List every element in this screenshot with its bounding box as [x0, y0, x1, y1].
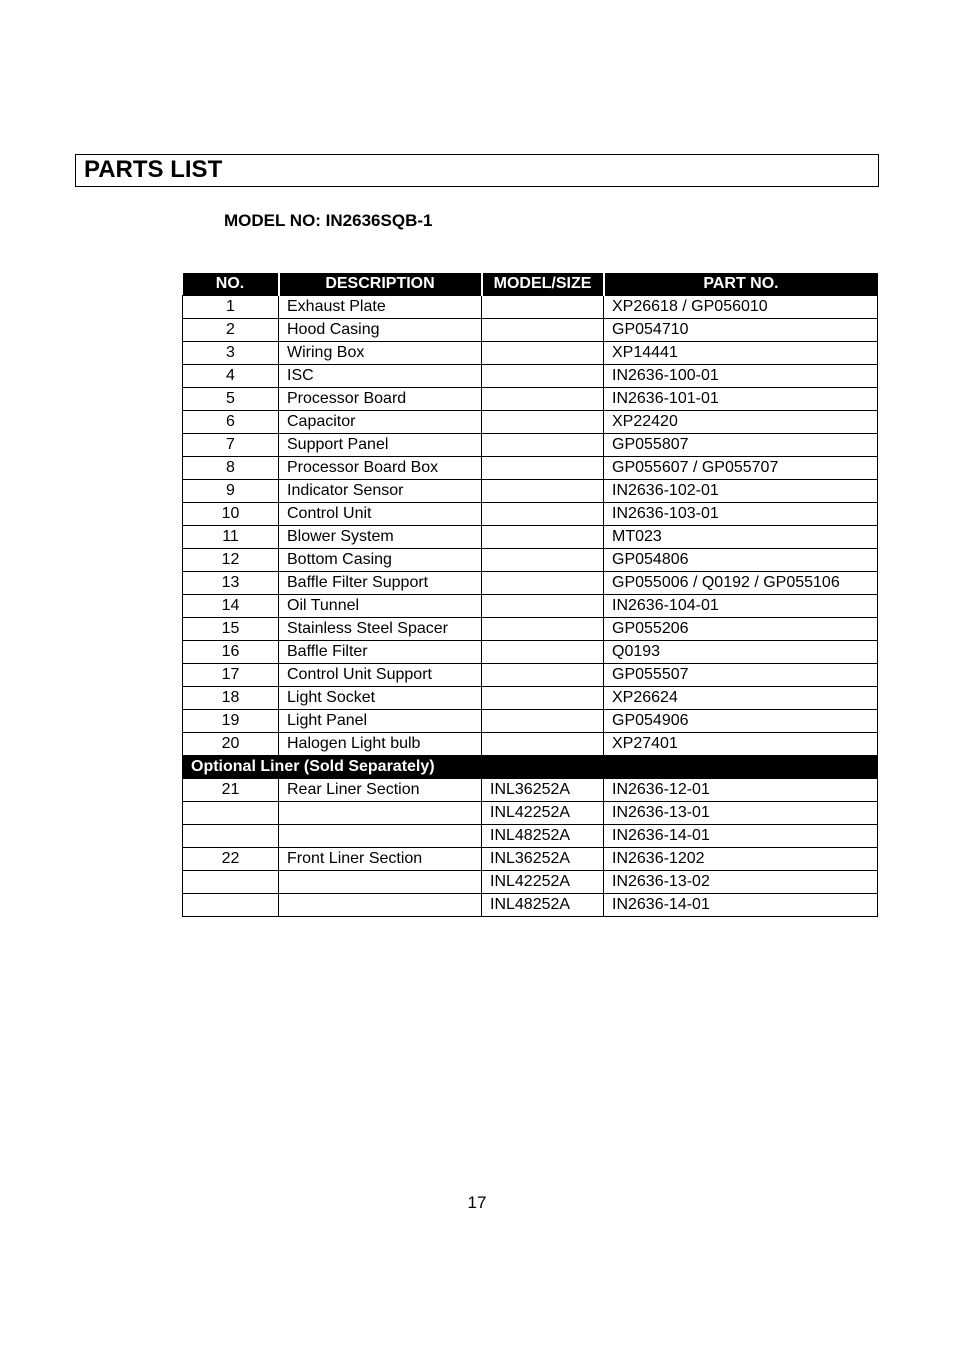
cell-part-no: IN2636-101-01	[604, 388, 878, 411]
cell-part-no: GP055607 / GP055707	[604, 457, 878, 480]
model-number: MODEL NO: IN2636SQB-1	[224, 211, 433, 230]
cell-part-no: XP26624	[604, 687, 878, 710]
table-row	[183, 894, 878, 917]
parts-table	[182, 273, 878, 917]
cell-part-no: IN2636-102-01	[604, 480, 878, 503]
cell-no: 9	[183, 480, 279, 503]
cell-model-size	[482, 733, 604, 756]
cell-description: Wiring Box	[279, 342, 482, 365]
table-row	[183, 480, 878, 503]
cell-no: 3	[183, 342, 279, 365]
table-row	[183, 572, 878, 595]
table-row	[183, 641, 878, 664]
table-row	[183, 526, 878, 549]
cell-no: 11	[183, 526, 279, 549]
cell-model-size: INL42252A	[482, 802, 604, 825]
cell-model-size	[482, 664, 604, 687]
table-row	[183, 733, 878, 756]
cell-model-size: INL42252A	[482, 871, 604, 894]
cell-model-size	[482, 572, 604, 595]
cell-description: Control Unit Support	[279, 664, 482, 687]
cell-model-size	[482, 526, 604, 549]
table-row	[183, 871, 878, 894]
cell-description: Blower System	[279, 526, 482, 549]
cell-no: 21	[183, 779, 279, 802]
cell-part-no: IN2636-103-01	[604, 503, 878, 526]
cell-description: Light Panel	[279, 710, 482, 733]
cell-description: Baffle Filter	[279, 641, 482, 664]
table-row	[183, 549, 878, 572]
cell-no: 22	[183, 848, 279, 871]
cell-part-no: GP054806	[604, 549, 878, 572]
cell-description: Halogen Light bulb	[279, 733, 482, 756]
cell-no: 16	[183, 641, 279, 664]
cell-description	[279, 871, 482, 894]
cell-model-size	[482, 411, 604, 434]
header-part-no: PART NO.	[604, 273, 878, 296]
cell-model-size	[482, 365, 604, 388]
cell-description: Bottom Casing	[279, 549, 482, 572]
table-row	[183, 434, 878, 457]
cell-description: Light Socket	[279, 687, 482, 710]
cell-model-size	[482, 342, 604, 365]
cell-part-no: GP054906	[604, 710, 878, 733]
cell-part-no: IN2636-13-01	[604, 802, 878, 825]
cell-part-no: IN2636-12-01	[604, 779, 878, 802]
cell-model-size: INL36252A	[482, 779, 604, 802]
table-row	[183, 388, 878, 411]
cell-part-no: IN2636-14-01	[604, 894, 878, 917]
table-row	[183, 687, 878, 710]
cell-description: Capacitor	[279, 411, 482, 434]
table-row	[183, 710, 878, 733]
cell-description: Rear Liner Section	[279, 779, 482, 802]
table-row	[183, 365, 878, 388]
header-no: NO.	[183, 273, 279, 296]
cell-no	[183, 871, 279, 894]
cell-model-size	[482, 710, 604, 733]
cell-no	[183, 894, 279, 917]
table-row	[183, 595, 878, 618]
cell-no: 20	[183, 733, 279, 756]
cell-model-size	[482, 434, 604, 457]
cell-no: 15	[183, 618, 279, 641]
cell-model-size	[482, 618, 604, 641]
cell-description: Exhaust Plate	[279, 296, 482, 319]
page-title: PARTS LIST	[84, 156, 223, 183]
cell-description: Control Unit	[279, 503, 482, 526]
cell-model-size	[482, 641, 604, 664]
cell-description: Oil Tunnel	[279, 595, 482, 618]
header-model-size: MODEL/SIZE	[482, 273, 604, 296]
cell-no: 7	[183, 434, 279, 457]
table-row	[183, 779, 878, 802]
cell-part-no: XP27401	[604, 733, 878, 756]
cell-no	[183, 802, 279, 825]
table-row	[183, 319, 878, 342]
cell-part-no: XP14441	[604, 342, 878, 365]
cell-description	[279, 802, 482, 825]
table-row	[183, 802, 878, 825]
table-row	[183, 342, 878, 365]
cell-description: Processor Board	[279, 388, 482, 411]
cell-model-size	[482, 457, 604, 480]
cell-part-no: IN2636-14-01	[604, 825, 878, 848]
cell-model-size	[482, 549, 604, 572]
cell-no: 10	[183, 503, 279, 526]
cell-model-size: INL48252A	[482, 825, 604, 848]
table-row	[183, 503, 878, 526]
cell-part-no: GP055206	[604, 618, 878, 641]
section-header-row	[183, 756, 878, 779]
cell-no	[183, 825, 279, 848]
cell-part-no: GP054710	[604, 319, 878, 342]
cell-no: 5	[183, 388, 279, 411]
cell-no: 17	[183, 664, 279, 687]
cell-part-no: MT023	[604, 526, 878, 549]
header-description: DESCRIPTION	[279, 273, 482, 296]
cell-no: 1	[183, 296, 279, 319]
cell-description: Stainless Steel Spacer	[279, 618, 482, 641]
cell-model-size: INL36252A	[482, 848, 604, 871]
cell-description: Indicator Sensor	[279, 480, 482, 503]
parts-list-title-box	[75, 154, 879, 187]
table-row	[183, 825, 878, 848]
cell-model-size	[482, 296, 604, 319]
cell-part-no: XP22420	[604, 411, 878, 434]
cell-part-no: GP055807	[604, 434, 878, 457]
cell-description: Hood Casing	[279, 319, 482, 342]
cell-description	[279, 894, 482, 917]
section-label: Optional Liner (Sold Separately)	[183, 756, 878, 779]
table-row	[183, 411, 878, 434]
table-row	[183, 618, 878, 641]
table-row	[183, 296, 878, 319]
cell-part-no: XP26618 / GP056010	[604, 296, 878, 319]
cell-no: 2	[183, 319, 279, 342]
cell-model-size: INL48252A	[482, 894, 604, 917]
cell-part-no: IN2636-13-02	[604, 871, 878, 894]
parts-table-body	[183, 296, 878, 917]
cell-model-size	[482, 388, 604, 411]
cell-model-size	[482, 480, 604, 503]
cell-description: Processor Board Box	[279, 457, 482, 480]
parts-table-header	[183, 273, 878, 296]
cell-part-no: IN2636-100-01	[604, 365, 878, 388]
cell-no: 12	[183, 549, 279, 572]
cell-no: 4	[183, 365, 279, 388]
table-row	[183, 457, 878, 480]
page-number: 17	[467, 1193, 487, 1212]
cell-no: 13	[183, 572, 279, 595]
cell-part-no: GP055006 / Q0192 / GP055106	[604, 572, 878, 595]
cell-description	[279, 825, 482, 848]
cell-no: 19	[183, 710, 279, 733]
cell-part-no: IN2636-104-01	[604, 595, 878, 618]
cell-part-no: Q0193	[604, 641, 878, 664]
table-row	[183, 848, 878, 871]
cell-part-no: GP055507	[604, 664, 878, 687]
cell-model-size	[482, 595, 604, 618]
cell-model-size	[482, 319, 604, 342]
cell-model-size	[482, 503, 604, 526]
cell-description: Baffle Filter Support	[279, 572, 482, 595]
cell-description: Support Panel	[279, 434, 482, 457]
cell-no: 6	[183, 411, 279, 434]
cell-description: ISC	[279, 365, 482, 388]
cell-no: 18	[183, 687, 279, 710]
cell-no: 14	[183, 595, 279, 618]
cell-description: Front Liner Section	[279, 848, 482, 871]
cell-part-no: IN2636-1202	[604, 848, 878, 871]
table-row	[183, 664, 878, 687]
cell-no: 8	[183, 457, 279, 480]
cell-model-size	[482, 687, 604, 710]
